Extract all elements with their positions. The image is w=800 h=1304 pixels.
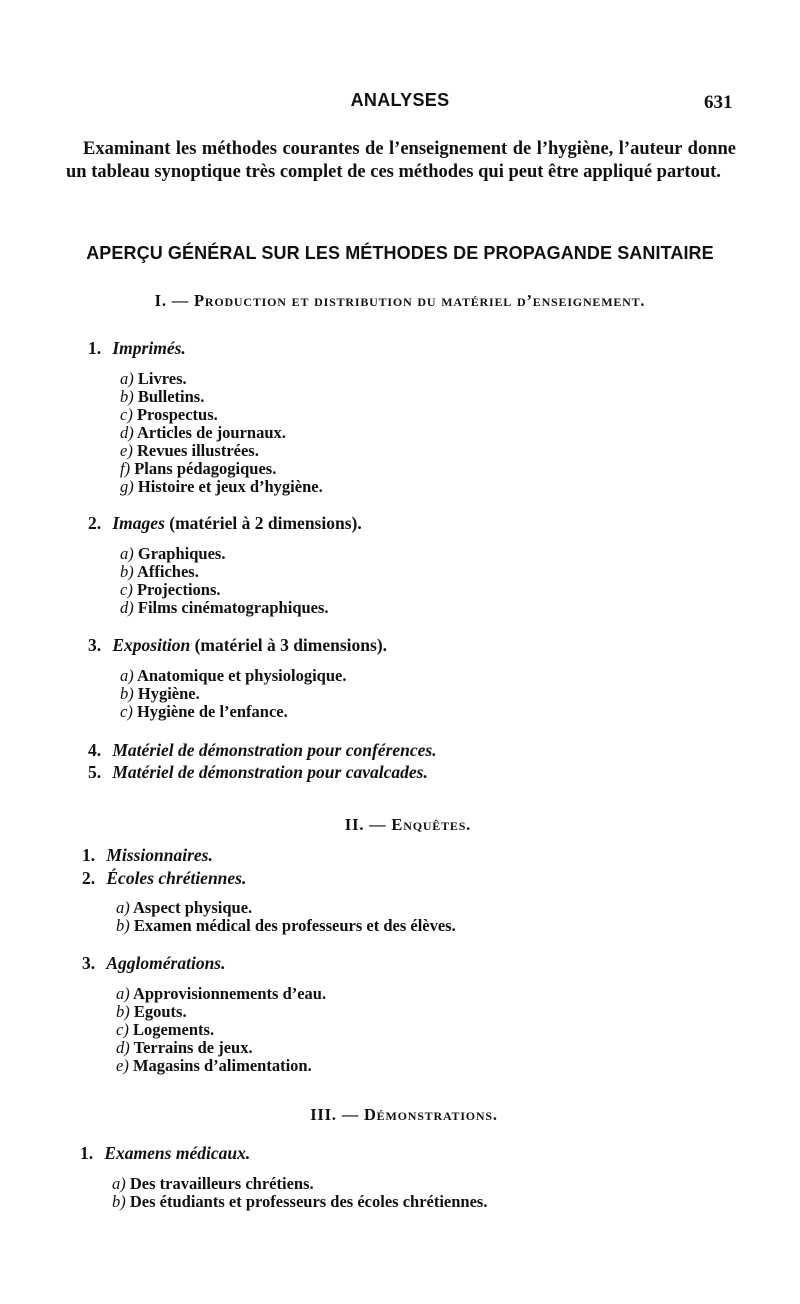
list-item [80,1143,250,1164]
list-item [82,868,246,889]
sub-item [120,388,204,406]
sub-item-text: Des étudiants et professeurs des écoles chrétiennes. [129,1192,488,1211]
sub-item-letter: b) [120,562,134,581]
sub-item [120,563,199,581]
sub-item-text: Projections. [136,580,221,599]
section-title: Production et distribution du matériel d’enseignement. [193,291,646,310]
sub-item [120,406,218,424]
section-title: Enquêtes. [391,815,472,834]
item-title: Images [112,513,165,533]
sub-item-letter: a) [120,544,134,563]
sub-item-text: Egouts. [133,1002,187,1021]
sub-item-text: Plans pédagogiques. [134,459,277,478]
sub-item-letter: c) [116,1020,129,1039]
sub-item [116,1039,253,1057]
section-heading-3 [0,1105,800,1125]
sub-item [112,1175,314,1193]
list-item [82,845,213,866]
item-number: 5. [88,762,102,782]
item-title: Matériel de démonstration pour conférences. [112,740,437,760]
sub-item-text: Terrains de jeux. [133,1038,253,1057]
main-title: APERÇU GÉNÉRAL SUR LES MÉTHODES DE PROPAGANDE SANITAIRE [86,243,714,263]
list-item [88,762,428,783]
sub-item-letter: c) [120,405,133,424]
sub-item [116,899,252,917]
sub-item [120,685,200,703]
sub-item [116,1021,214,1039]
sub-item [112,1193,487,1211]
sub-item-text: Graphiques. [137,544,226,563]
sub-item [120,442,259,460]
sub-item [120,581,221,599]
list-item [88,635,387,656]
item-number: 1. [82,845,96,865]
sub-item [116,985,326,1003]
section-heading-1 [0,291,800,311]
item-title: Examens médicaux. [104,1143,251,1163]
sub-item-text: Examen médical des professeurs et des élèves. [133,916,456,935]
sub-item-letter: a) [112,1174,126,1193]
sub-item [120,370,187,388]
list-item [88,740,437,761]
sub-item [120,667,346,685]
sub-item-text: Livres. [137,369,187,388]
sub-item-letter: g) [120,477,134,496]
section-title: Démonstrations. [363,1105,498,1124]
sub-item-letter: a) [116,984,130,1003]
section-numeral: III. — [310,1105,360,1124]
item-title: Matériel de démonstration pour cavalcades. [112,762,428,782]
sub-item [120,599,329,617]
sub-item-text: Bulletins. [137,387,205,406]
sub-item [116,917,456,935]
item-title: Missionnaires. [106,845,213,865]
section-heading-2 [0,815,800,835]
item-number: 2. [82,868,96,888]
sub-item-text: Revues illustrées. [136,441,259,460]
sub-item-letter: e) [120,441,133,460]
item-number: 1. [80,1143,94,1163]
item-suffix: (matériel à 2 dimensions). [164,513,362,533]
sub-item-text: Approvisionnements d’eau. [132,984,327,1003]
sub-item-letter: c) [120,702,133,721]
sub-item-text: Anatomique et physiologique. [136,666,347,685]
item-suffix: (matériel à 3 dimensions). [190,635,388,655]
sub-item-letter: b) [120,684,134,703]
sub-item [116,1003,187,1021]
sub-item-letter: b) [120,387,134,406]
sub-item-text: Des travailleurs chrétiens. [129,1174,314,1193]
list-item [88,513,362,534]
running-header-title: ANALYSES [350,90,450,110]
sub-item-letter: d) [120,423,134,442]
item-number: 1. [88,338,102,358]
sub-item-letter: a) [120,369,134,388]
sub-item-letter: a) [120,666,134,685]
sub-item-letter: e) [116,1056,129,1075]
item-title: Écoles chrétiennes. [106,868,247,888]
item-number: 4. [88,740,102,760]
sub-item-letter: d) [116,1038,130,1057]
sub-item-text: Logements. [132,1020,215,1039]
sub-item [120,460,276,478]
item-title: Imprimés. [112,338,186,358]
item-number: 2. [88,513,102,533]
list-item [82,953,226,974]
item-title: Agglomérations. [106,953,226,973]
sub-item [116,1057,312,1075]
sub-item-text: Articles de journaux. [136,423,286,442]
sub-item-text: Histoire et jeux d’hygiène. [137,477,323,496]
sub-item-letter: d) [120,598,134,617]
sub-item-text: Aspect physique. [132,898,253,917]
sub-item-letter: b) [116,916,130,935]
sub-item-text: Affiches. [136,562,199,581]
sub-item-text: Hygiène. [137,684,200,703]
section-numeral: II. — [344,815,387,834]
sub-item [120,424,286,442]
item-title: Exposition [112,635,191,655]
sub-item [120,545,225,563]
sub-item-letter: f) [120,459,131,478]
sub-item-letter: b) [112,1192,126,1211]
section-numeral: I. — [154,291,190,310]
sub-item-text: Prospectus. [136,405,218,424]
sub-item [120,478,323,496]
page-number: 631 [704,92,733,113]
sub-item-text: Hygiène de l’enfance. [136,702,288,721]
sub-item [120,703,288,721]
sub-item-letter: b) [116,1002,130,1021]
sub-item-letter: a) [116,898,130,917]
sub-item-text: Films cinématographiques. [137,598,329,617]
sub-item-letter: c) [120,580,133,599]
list-item [88,338,186,359]
item-number: 3. [88,635,102,655]
item-number: 3. [82,953,96,973]
sub-item-text: Magasins d’alimentation. [132,1056,312,1075]
intro-paragraph: Examinant les méthodes courantes de l’enseignement de l’hygiène, l’auteur donne un tableau synoptique très complet de ces méthodes qui peut être appliqué partout. [66,139,736,182]
